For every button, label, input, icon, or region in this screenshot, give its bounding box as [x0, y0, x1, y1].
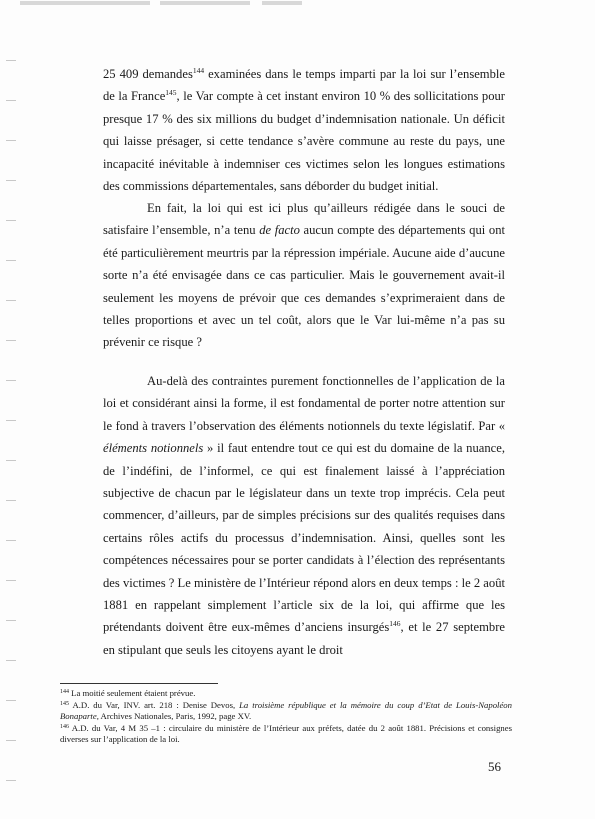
p2-text-b: aucun compte des départements qui ont été particulièrement meurtris par la répression impériale. Aucune aide d’aucune sorte n’a été envisagée dans ce cas particulier. Mais le gouvernement avait-il seulement les moyens de prévoir que ces demandes s’exprimeraient dans de telles proportions et avec un tel coût, alors que le Var lui-même n’a pas su prévenir ce risque ?: [103, 223, 506, 350]
p3-text-b: » il faut entendre tout ce qui est du domaine de la nuance, de l’indéfini, de l’informel, ce qui est finalement laissé à l’appréciation subjective de chacun par le législateur dans un texte trop imprécis. Cela peut commencer, d’ailleurs, par de simples précisions sur des qualités requises dans certains rôles actifs du processus d’indemnisation. Ainsi, quelles sont les compétences nécessaires pour se porter candidats à l’élection des représentants des victimes ? Le ministère de l’Intérieur répond alors en deux temps : le 2 août 1881 en rappelant simplement l’article six de la loi, qui affirme que les prétendants doivent être eux-mêmes d’anciens insurgés: [103, 441, 505, 635]
footnote-separator: [60, 683, 218, 684]
p1-text-b: examinées dans le temps imparti par la loi sur l’ensemble de la France: [103, 67, 505, 104]
scan-artifact-top: [0, 0, 595, 8]
paragraph-1-text: [103, 63, 505, 197]
paragraph-2-text: [103, 197, 505, 354]
footnote-text: A.D. du Var, INV. art. 218 : Denise Devos,: [69, 699, 240, 710]
footnote-145: [60, 700, 512, 723]
footnote-text: , Archives Nationales, Paris, 1992, page XV.: [96, 711, 252, 722]
p3-text-a: Au-delà des contraintes purement fonctionnelles de l’application de la loi et considérant ainsi la forme, il est fondamental de porter notre attention sur le fond à travers l’observation des éléments notionnels du texte législatif. Par «: [103, 374, 505, 433]
p1-text-a: 25 409 demandes: [103, 67, 193, 81]
binding-margin-marks: [0, 0, 22, 819]
footnote-ref-146: 146: [389, 619, 401, 629]
page-number: 56: [488, 759, 501, 774]
footnote-italic-title: La troisième république et la mémoire du coup d’Etat de Louis-Napoléon Bonaparte: [60, 699, 512, 722]
footnote-number: 146: [60, 723, 69, 730]
paragraph-1: [103, 63, 505, 197]
footnote-number: 145: [60, 700, 69, 707]
p1-text-c: , le Var compte à cet instant environ 10 % des sollicitations pour presque 17 % des six millions du budget d’indemnisation nationale. Un déficit qui laisse présager, si cette tendance s’avère commune au reste du pays, une incapacité inévitable à indemniser ces victimes selon les longues estimations des commissions départementales, sans déborder du budget initial.: [103, 89, 506, 194]
footnote-146: [60, 723, 512, 746]
p3-italic-elements-notionnels: éléments notionnels: [103, 441, 204, 456]
footnote-text: La moitié seulement étaient prévue.: [69, 688, 196, 698]
paragraph-3: [103, 370, 505, 661]
p2-italic-de-facto: de facto: [259, 223, 300, 238]
p3-text-c: , et le 27 septembre en stipulant que seuls les citoyens ayant le droit: [103, 620, 505, 657]
footnote-text: A.D. du Var, 4 M 35 –1 : circulaire du ministère de l’Intérieur aux préfets, datée du 2 août 1881. Précisions et consignes diverses sur l’application de la loi.: [60, 722, 512, 745]
footnote-144: [60, 688, 512, 700]
paragraph-3-text: [103, 370, 505, 661]
footnotes: [60, 688, 512, 746]
footnote-number: 144: [60, 689, 69, 695]
paragraph-2: [103, 197, 505, 354]
footnote-ref-144: 144: [192, 66, 205, 75]
footnote-ref-145: 145: [165, 88, 177, 98]
p2-text-a: En fait, la loi qui est ici plus qu’ailleurs rédigée dans le souci de satisfaire l’ensemble, n’a tenu: [103, 201, 505, 238]
